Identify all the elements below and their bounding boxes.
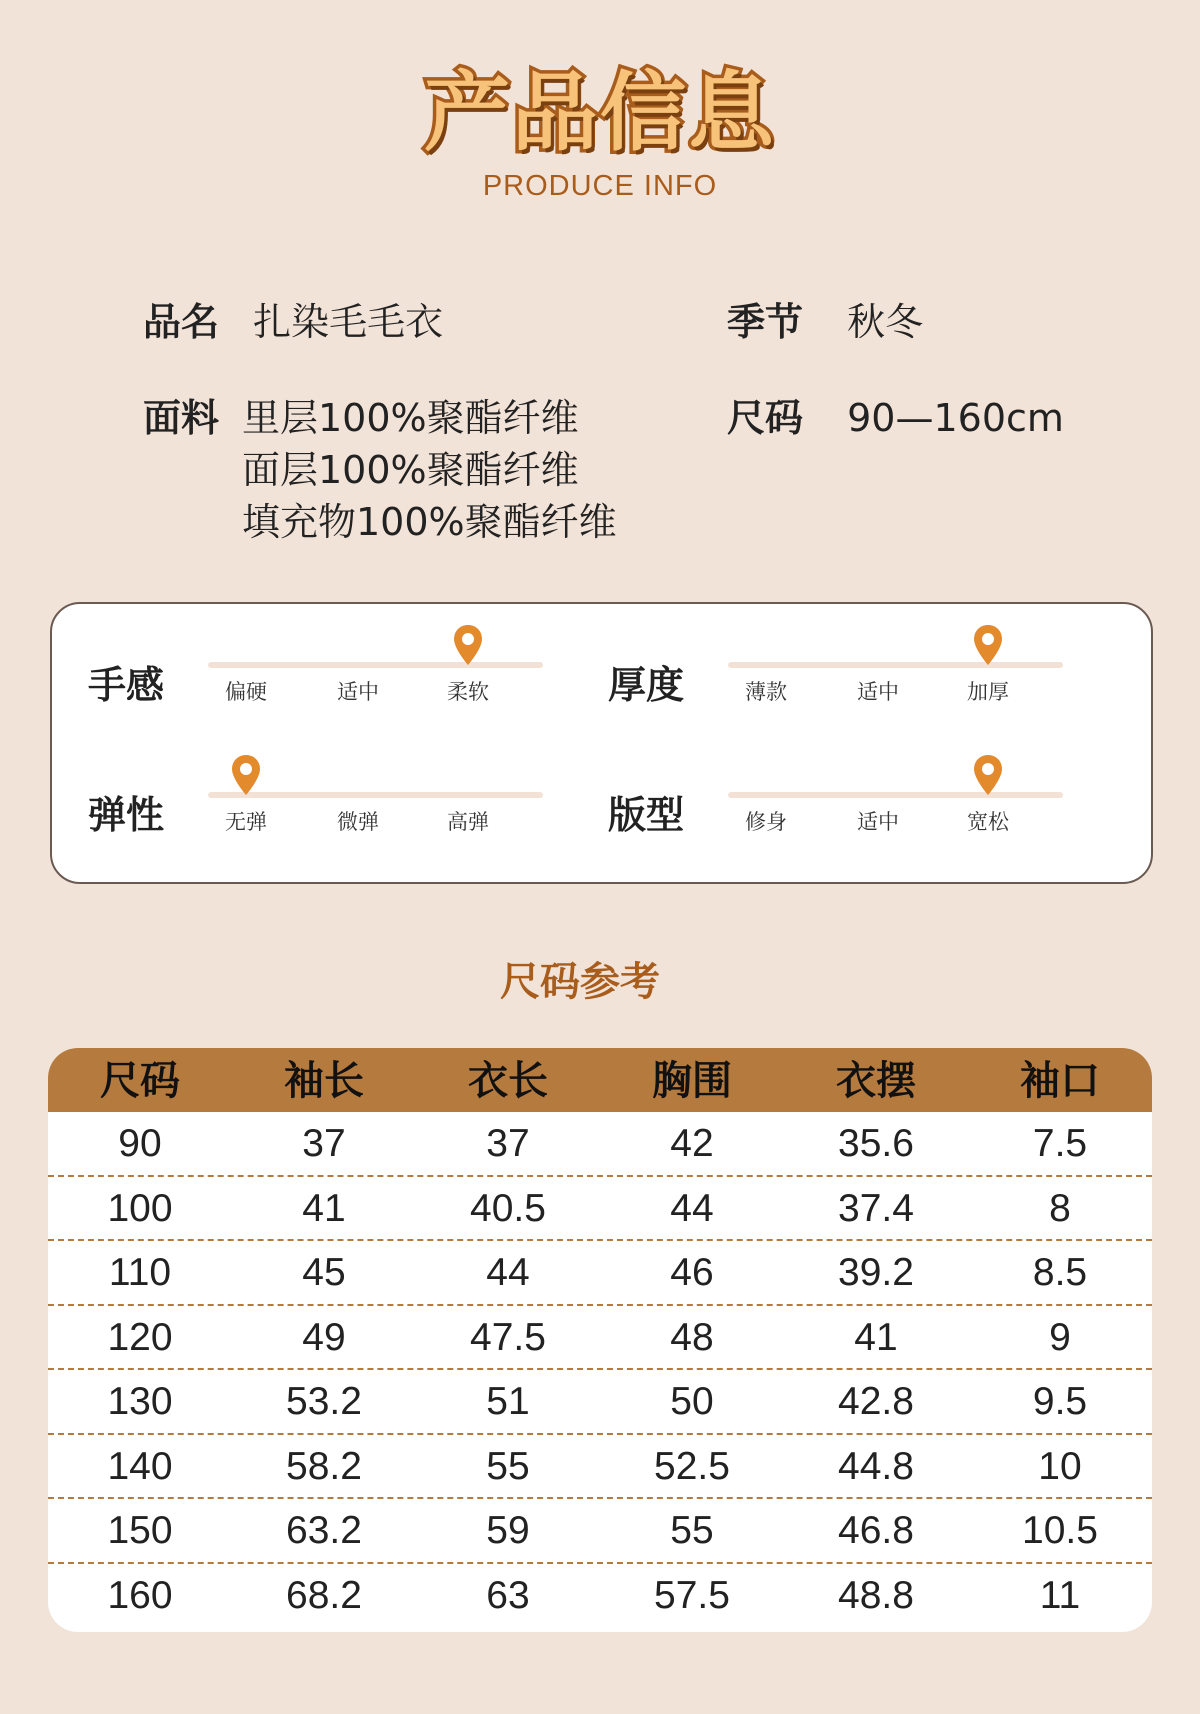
attribute-track xyxy=(208,662,543,668)
column-header: 袖长 xyxy=(284,1058,364,1104)
table-cell: 140 xyxy=(107,1444,173,1488)
attribute-option: 修身 xyxy=(745,810,787,834)
size-table-header xyxy=(48,1048,1152,1112)
table-cell: 59 xyxy=(486,1509,530,1552)
table-cell: 63 xyxy=(486,1573,530,1617)
attribute-track xyxy=(728,662,1063,668)
table-cell: 44.8 xyxy=(838,1444,914,1488)
attribute-option: 无弹 xyxy=(225,810,267,834)
table-cell: 120 xyxy=(107,1315,173,1359)
attribute-name: 厚度 xyxy=(608,663,685,707)
page-header xyxy=(0,63,1200,203)
table-cell: 49 xyxy=(302,1315,346,1359)
column-header: 衣长 xyxy=(468,1058,548,1104)
table-cell: 37 xyxy=(302,1122,346,1165)
table-row xyxy=(48,1112,1152,1177)
table-cell: 45 xyxy=(302,1251,346,1294)
column-header: 袖口 xyxy=(1020,1058,1100,1104)
table-cell: 9.5 xyxy=(1032,1380,1088,1423)
table-cell: 55 xyxy=(670,1509,714,1552)
attribute-option: 薄款 xyxy=(745,680,787,704)
location-pin-icon xyxy=(973,754,1003,796)
table-row xyxy=(48,1306,1152,1371)
table-cell: 10.5 xyxy=(1022,1509,1098,1552)
info-name xyxy=(143,296,443,348)
table-cell: 7.5 xyxy=(1032,1122,1088,1165)
fabric-line: 面层100%聚酯纤维 xyxy=(242,448,579,492)
table-cell: 63.2 xyxy=(286,1509,362,1552)
attribute-option: 适中 xyxy=(337,680,379,704)
info-season-value: 秋冬 xyxy=(847,300,924,344)
table-cell: 40.5 xyxy=(470,1186,546,1230)
table-cell: 51 xyxy=(486,1380,530,1423)
attribute-option: 加厚 xyxy=(967,680,1009,704)
attribute-name: 版型 xyxy=(608,793,685,837)
table-cell: 100 xyxy=(107,1186,173,1230)
column-header: 胸围 xyxy=(652,1058,732,1104)
location-pin-icon xyxy=(231,754,261,796)
table-cell: 8.5 xyxy=(1032,1251,1088,1294)
attribute-option: 适中 xyxy=(857,680,899,704)
attribute-name: 手感 xyxy=(88,663,165,707)
table-cell: 10 xyxy=(1038,1444,1082,1488)
column-header: 衣摆 xyxy=(836,1058,916,1104)
table-cell: 68.2 xyxy=(286,1573,362,1617)
attribute-elasticity xyxy=(52,734,572,844)
table-cell: 8 xyxy=(1049,1186,1071,1230)
attribute-name: 弹性 xyxy=(88,793,165,837)
info-fabric-lines xyxy=(242,392,617,548)
table-cell: 37 xyxy=(486,1122,530,1165)
location-pin-icon xyxy=(973,624,1003,666)
info-fabric-label: 面料 xyxy=(143,396,220,440)
attribute-track xyxy=(728,792,1063,798)
column-header: 尺码 xyxy=(100,1058,180,1104)
size-table-body xyxy=(48,1112,1152,1628)
table-cell: 130 xyxy=(107,1380,173,1423)
table-cell: 160 xyxy=(107,1573,173,1617)
info-size xyxy=(727,392,1064,444)
table-cell: 53.2 xyxy=(286,1380,362,1423)
table-cell: 90 xyxy=(118,1122,162,1165)
table-cell: 52.5 xyxy=(654,1444,730,1488)
size-table xyxy=(48,1048,1152,1632)
size-chart-title: 尺码参考 xyxy=(500,959,660,1005)
table-row xyxy=(48,1435,1152,1500)
table-cell: 47.5 xyxy=(470,1315,546,1359)
table-cell: 35.6 xyxy=(838,1122,914,1165)
table-cell: 44 xyxy=(670,1186,714,1230)
location-pin-icon xyxy=(453,624,483,666)
attribute-fit xyxy=(572,734,1092,844)
attribute-hand-feel xyxy=(52,604,572,714)
attribute-option: 高弹 xyxy=(447,810,489,834)
table-row xyxy=(48,1370,1152,1435)
table-cell: 9 xyxy=(1049,1315,1071,1359)
table-cell: 150 xyxy=(107,1509,173,1552)
table-row xyxy=(48,1564,1152,1629)
table-row xyxy=(48,1241,1152,1306)
table-cell: 48 xyxy=(670,1315,714,1359)
table-row xyxy=(48,1177,1152,1242)
table-cell: 57.5 xyxy=(654,1573,730,1617)
table-cell: 42.8 xyxy=(838,1380,914,1423)
table-cell: 11 xyxy=(1039,1573,1081,1617)
table-row xyxy=(48,1499,1152,1564)
attribute-option: 微弹 xyxy=(337,810,379,834)
page-subtitle: PRODUCE INFO xyxy=(482,170,718,202)
table-cell: 50 xyxy=(670,1380,714,1423)
table-cell: 55 xyxy=(486,1444,530,1488)
fabric-line: 填充物100%聚酯纤维 xyxy=(242,500,617,544)
attribute-card xyxy=(50,602,1153,884)
table-cell: 48.8 xyxy=(838,1573,914,1617)
page-title: 产品信息 xyxy=(424,63,776,163)
fabric-line: 里层100%聚酯纤维 xyxy=(242,396,579,440)
info-fabric xyxy=(143,392,219,444)
table-cell: 58.2 xyxy=(286,1444,362,1488)
table-cell: 41 xyxy=(302,1186,346,1230)
table-cell: 46 xyxy=(670,1251,714,1294)
attribute-option: 适中 xyxy=(857,810,899,834)
attribute-option: 柔软 xyxy=(447,680,489,704)
table-cell: 39.2 xyxy=(838,1251,914,1294)
info-size-label: 尺码 xyxy=(727,396,804,440)
info-season xyxy=(727,296,923,348)
info-season-label: 季节 xyxy=(727,300,804,344)
info-size-value: 90—160cm xyxy=(847,396,1064,440)
attribute-option: 偏硬 xyxy=(225,680,267,704)
attribute-thickness xyxy=(572,604,1092,714)
attribute-option: 宽松 xyxy=(967,810,1009,834)
table-cell: 41 xyxy=(854,1315,898,1359)
table-cell: 42 xyxy=(670,1122,714,1165)
table-cell: 46.8 xyxy=(838,1509,914,1552)
info-name-label: 品名 xyxy=(143,300,220,344)
table-cell: 37.4 xyxy=(838,1186,914,1230)
table-cell: 44 xyxy=(486,1251,530,1294)
table-cell: 110 xyxy=(108,1251,172,1294)
info-name-value: 扎染毛毛衣 xyxy=(253,300,444,344)
